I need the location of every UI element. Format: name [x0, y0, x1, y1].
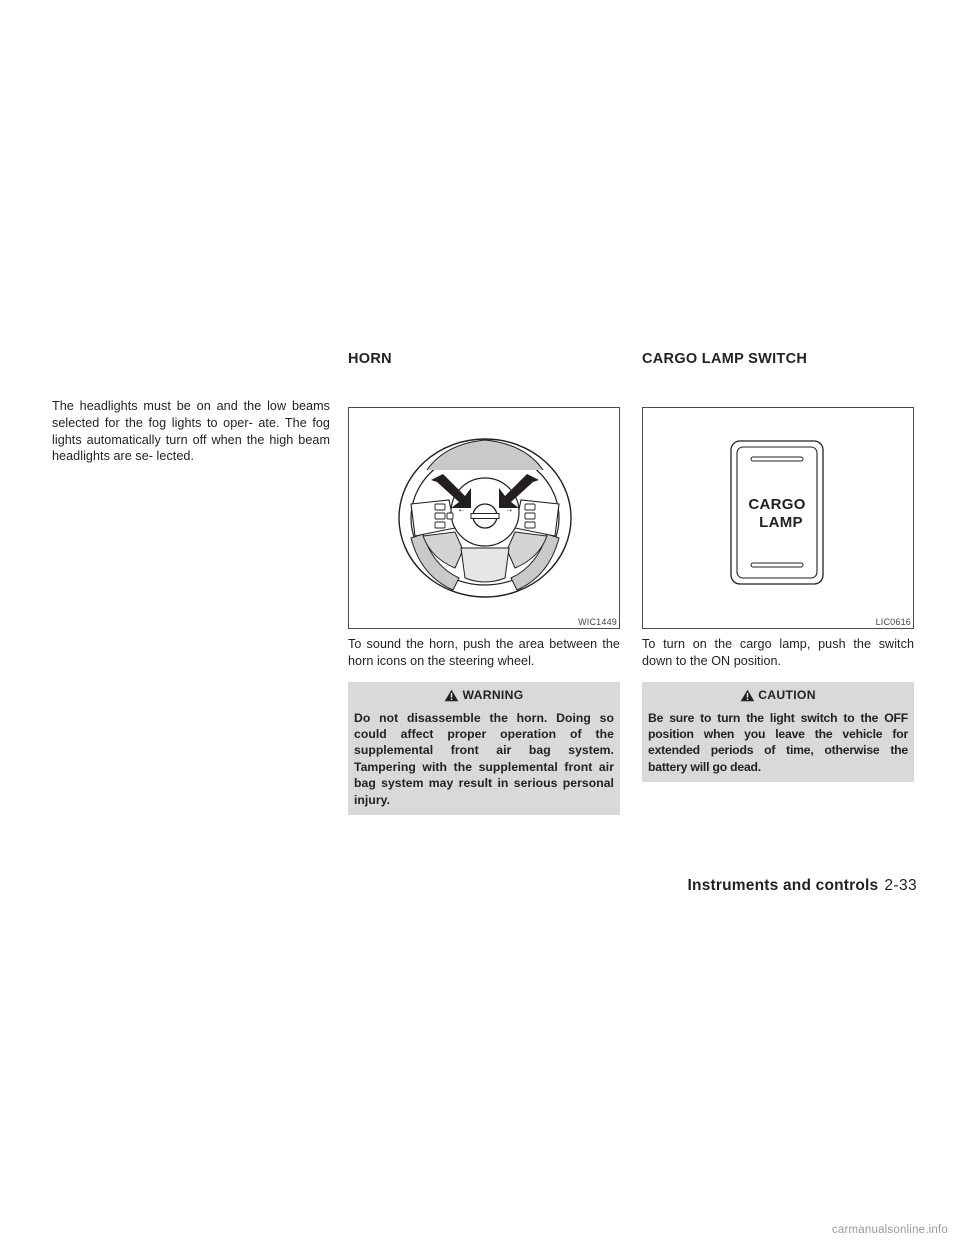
warning-header	[354, 688, 614, 703]
horn-section	[348, 350, 620, 815]
cargo-lamp-figure	[642, 407, 914, 629]
caution-box	[642, 682, 914, 783]
horn-figure-code: WIC1449	[578, 617, 617, 627]
steering-wheel-icon	[349, 408, 620, 629]
warning-text: Do not disassemble the horn. Doing so could affect proper operation of the supplemental front air bag system. Tampering with the supplemental front air bag system may result in serious personal injury.	[354, 710, 614, 807]
watermark: carmanualsonline.info	[831, 1224, 948, 1236]
caution-header	[648, 688, 908, 703]
caution-text: Be sure to turn the light switch to the OFF position when you leave the vehicle for extended periods of time, otherwise the battery will go dead.	[648, 710, 908, 774]
svg-text:⇠: ⇠	[459, 507, 465, 514]
fog-light-paragraph: The headlights must be on and the low beams selected for the fog lights to oper- ate. The fog lights automatically turn off when the high beam headlights are se- lected.	[52, 399, 330, 464]
left-column	[52, 398, 330, 465]
horn-figure	[348, 407, 620, 629]
horn-heading: HORN	[348, 351, 392, 367]
svg-text:⇢: ⇢	[507, 507, 513, 514]
caution-title: CAUTION	[758, 687, 816, 702]
switch-label	[737, 496, 817, 532]
switch-label-line1: CARGO	[748, 496, 806, 513]
footer-section-title: Instruments and controls	[687, 877, 879, 894]
footer-page-number: 2-33	[884, 877, 917, 894]
warning-triangle-icon	[444, 689, 459, 702]
warning-box	[348, 682, 620, 815]
warning-triangle-icon	[740, 689, 755, 702]
cargo-figure-code: LIC0616	[875, 617, 911, 627]
cargo-lamp-section	[642, 350, 914, 782]
cargo-caption: To turn on the cargo lamp, push the switch down to the ON position.	[642, 637, 914, 668]
warning-title: WARNING	[462, 687, 524, 702]
page-footer	[688, 877, 917, 895]
cargo-lamp-heading: CARGO LAMP SWITCH	[642, 351, 808, 367]
horn-caption: To sound the horn, push the area between the horn icons on the steering wheel.	[348, 637, 620, 668]
switch-label-line2: LAMP	[759, 514, 803, 531]
